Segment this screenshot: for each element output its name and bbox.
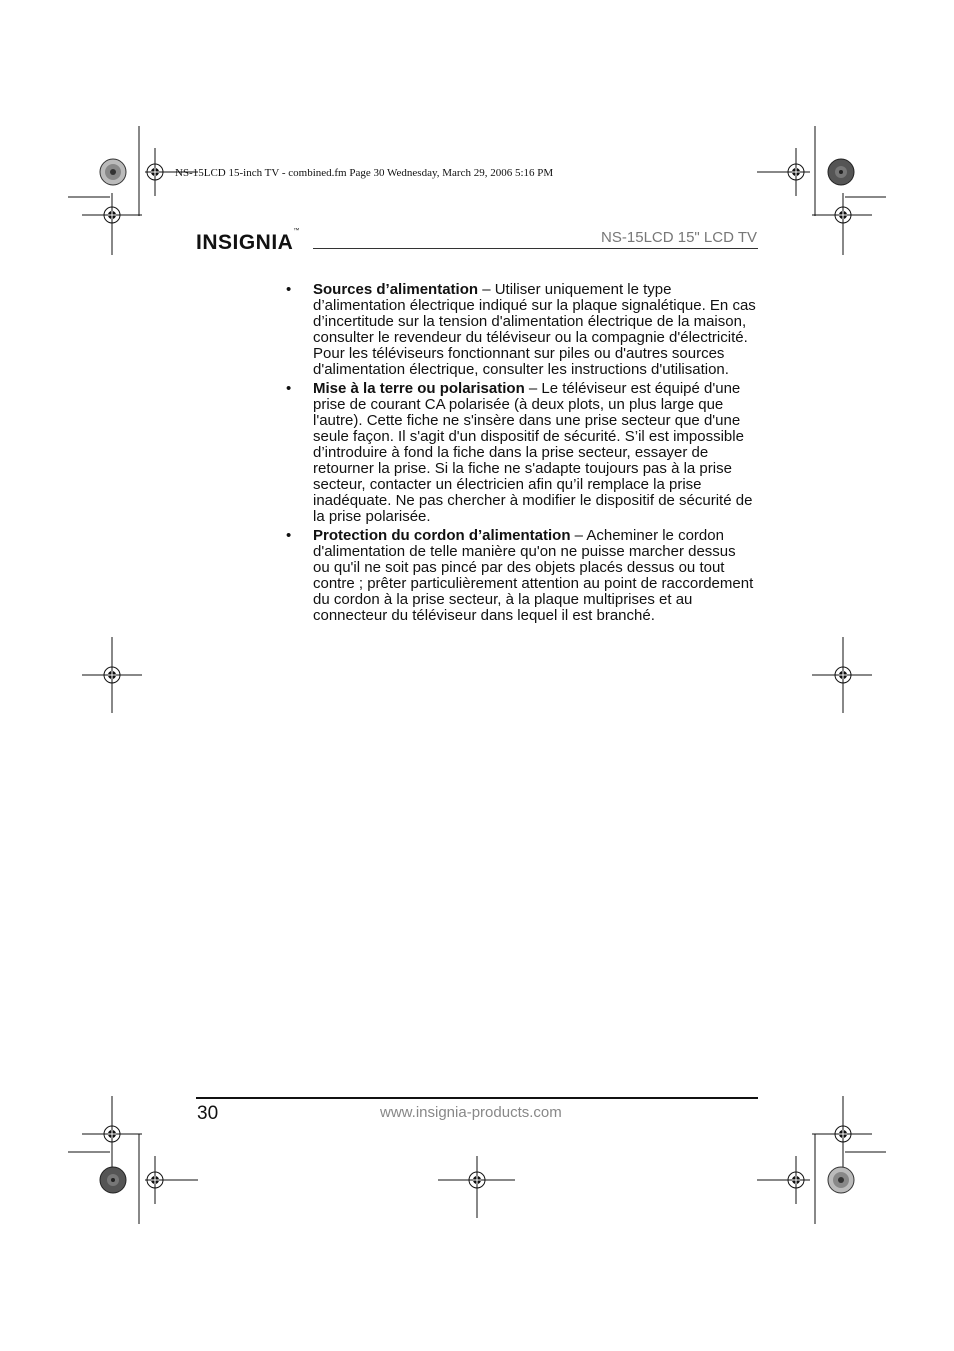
bullet-text: – Le téléviseur est équipé d'une prise de courant CA polarisée (à deux plots, un plus large que l'autre). Cette fiche ne s'insère dans une prise secteur que d'une seule façon. Il s'agit d'un dispositif de sécurité. S’il est impossible d’introduire à fond la fiche dans la prise secteur, essayer de retourner la prise. Si la fiche ne s'adapte toujours pas à la prise secteur, contacter un électricien afin qu’il remplace la prise inadéquate. Ne pas chercher à modifier le dispositif de sécurité de la prise polarisée. — [313, 380, 753, 525]
registration-mark-bottom-center — [438, 1156, 515, 1218]
page-number: 30 — [197, 1103, 219, 1124]
registration-mark-middle-right — [812, 637, 872, 713]
bullet-text: – Acheminer le cordon d'alimentation de telle manière qu'on ne puisse marcher dessus ou qu'il ne soit pas pincé par des objets placés dessus ou tout contre ; prêter particulièrement attention au point de raccordement du cordon à la prise secteur, à la plaque multiprises et au connecteur du téléviseur dans lequel il est branché. — [313, 527, 754, 624]
file-slug: NS-15LCD 15-inch TV - combined.fm Page 30 Wednesday, March 29, 2006 5:16 PM — [175, 167, 554, 179]
bullet-term: Sources d’alimentation — [313, 281, 479, 298]
bullet-symbol: • — [286, 281, 292, 298]
bullet-item — [286, 381, 756, 525]
header-rule — [313, 248, 758, 249]
registration-mark-bottom-right — [757, 1096, 886, 1224]
registration-mark-top-right — [757, 126, 886, 255]
registration-mark-middle-left — [82, 637, 142, 713]
bullet-item — [286, 528, 756, 624]
footer-rule — [196, 1097, 758, 1099]
bullet-symbol: • — [286, 527, 292, 544]
registration-mark-top-left — [68, 126, 198, 255]
bullet-term: Mise à la terre ou polarisation — [313, 380, 525, 397]
safety-bullet-list — [286, 282, 756, 627]
trademark-symbol: ™ — [293, 228, 300, 234]
running-header-title: NS-15LCD 15" LCD TV — [601, 229, 757, 246]
brand-logo — [196, 228, 299, 258]
bullet-text: – Utiliser uniquement le type d’alimentation électrique indiqué sur la plaque signalétique. En cas d’incertitude sur la tension d'alimentation électrique de la maison, consulter le revendeur du téléviseur ou la compagnie d'électricité. Pour les téléviseurs fonctionnant sur piles ou d'autres sources d'alimentation électrique, consulter les instructions d'utilisation. — [313, 281, 756, 378]
registration-mark-bottom-left — [68, 1096, 198, 1224]
bullet-symbol: • — [286, 380, 292, 397]
bullet-term: Protection du cordon d’alimentation — [313, 527, 571, 544]
footer-url: www.insignia-products.com — [380, 1104, 562, 1121]
brand-wordmark: INSIGNIA — [196, 231, 294, 254]
bullet-item — [286, 282, 756, 378]
